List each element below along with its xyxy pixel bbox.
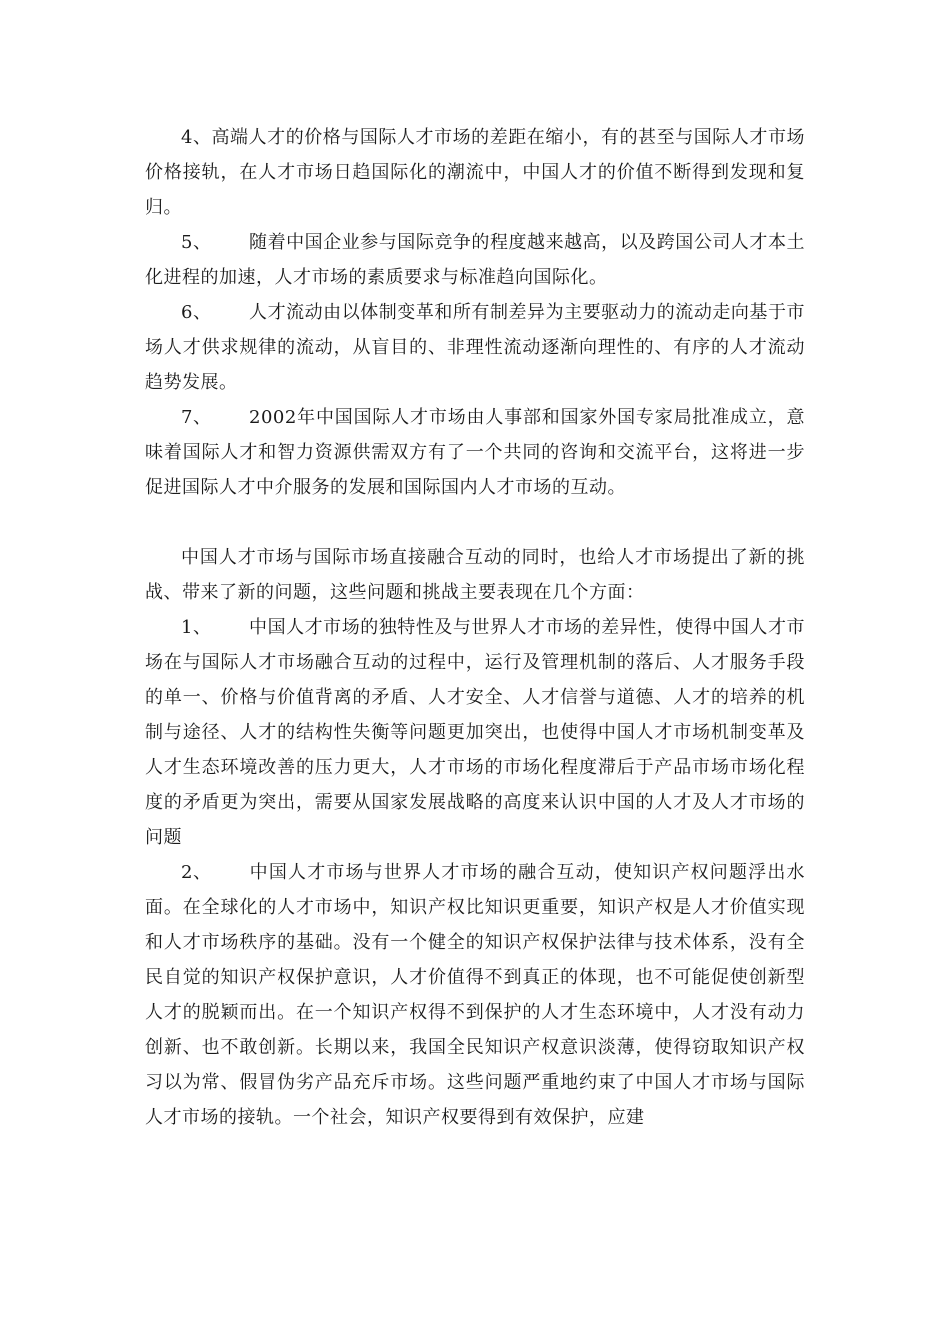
item-text: 2002年中国国际人才市场由人事部和国家外国专家局批准成立，意味着国际人才和智力资源供需双方有了一个共同的咨询和交流平台，这将进一步促进国际人才中介服务的发展和国际国内人才市场的互动。 [145,407,805,498]
challenge-item-2 [145,855,805,1135]
item-number: 5、 [181,232,212,253]
item-text: 人才流动由以体制变革和所有制差异为主要驱动力的流动走向基于市场人才供求规律的流动，从盲目的、非理性流动逐渐向理性的、有序的人才流动趋势发展。 [145,302,805,393]
item-number: 4、 [181,127,212,148]
challenge-item-1 [145,610,805,855]
paragraph-gap [145,505,805,540]
trend-item-7 [145,400,805,505]
item-text: 中国人才市场的独特性及与世界人才市场的差异性，使得中国人才市场在与国际人才市场融合互动的过程中，运行及管理机制的落后、人才服务手段的单一、价格与价值背离的矛盾、人才安全、人才信誉与道德、人才的培养的机制与途径、人才的结构性失衡等问题更加突出，也使得中国人才市场机制变革及人才生态环境改善的压力更大，人才市场的市场化程度滞后于产品市场市场化程度的矛盾更为突出，需要从国家发展战略的高度来认识中国的人才及人才市场的问题 [145,617,805,848]
item-number: 7、 [181,407,212,428]
trend-item-6 [145,295,805,400]
item-number: 6、 [181,302,212,323]
item-number: 1、 [181,617,212,638]
item-number: 2、 [181,862,212,883]
trend-item-5 [145,225,805,295]
document-page [145,120,805,1135]
trend-item-4 [145,120,805,225]
item-text: 高端人才的价格与国际人才市场的差距在缩小，有的甚至与国际人才市场价格接轨，在人才市场日趋国际化的潮流中，中国人才的价值不断得到发现和复归。 [145,127,805,218]
intro-paragraph: 中国人才市场与国际市场直接融合互动的同时，也给人才市场提出了新的挑战、带来了新的问题，这些问题和挑战主要表现在几个方面： [145,547,805,603]
item-text: 中国人才市场与世界人才市场的融合互动，使知识产权问题浮出水面。在全球化的人才市场中，知识产权比知识更重要，知识产权是人才价值实现和人才市场秩序的基础。没有一个健全的知识产权保护法律与技术体系，没有全民自觉的知识产权保护意识，人才价值得不到真正的体现，也不可能促使创新型人才的脱颖而出。在一个知识产权得不到保护的人才生态环境中，人才没有动力创新、也不敢创新。长期以来，我国全民知识产权意识淡薄，使得窃取知识产权习以为常、假冒伪劣产品充斥市场。这些问题严重地约束了中国人才市场与国际人才市场的接轨。一个社会，知识产权要得到有效保护，应建 [145,862,805,1128]
item-text: 随着中国企业参与国际竞争的程度越来越高，以及跨国公司人才本土化进程的加速，人才市场的素质要求与标准趋向国际化。 [145,232,805,288]
